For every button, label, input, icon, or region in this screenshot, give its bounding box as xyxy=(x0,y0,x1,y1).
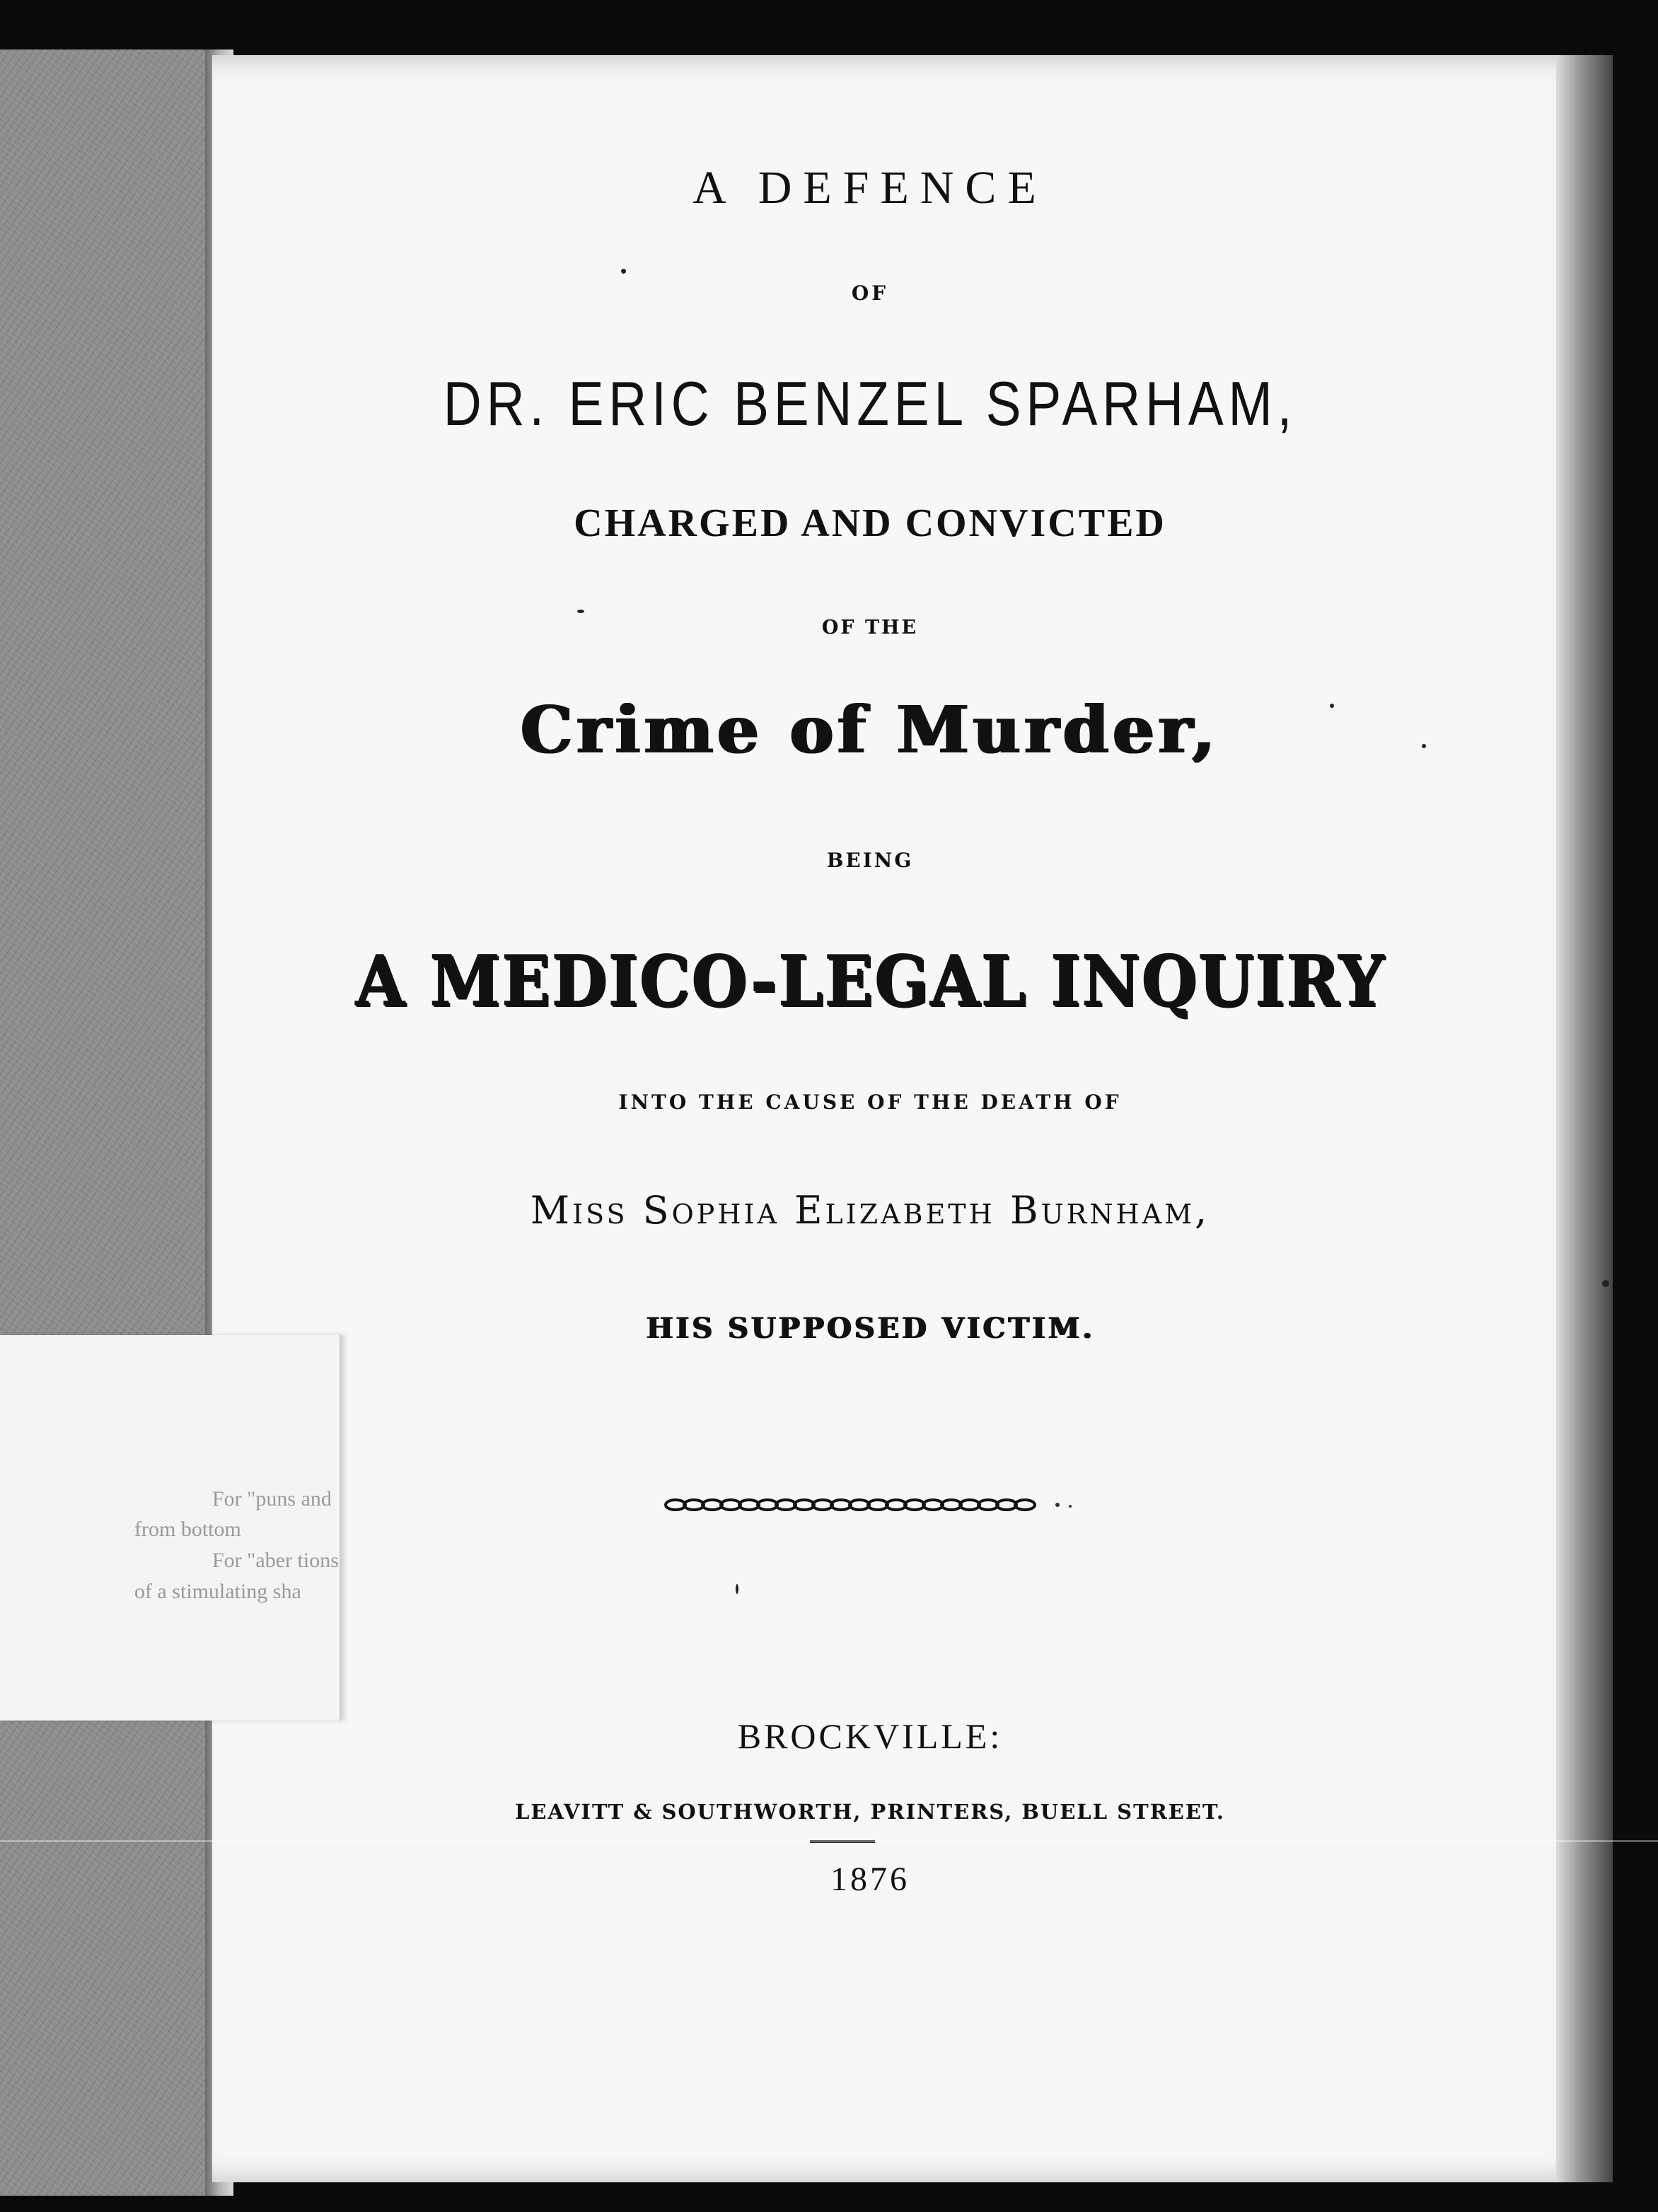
title-line-name: DR. ERIC BENZEL SPARHAM, xyxy=(443,368,1297,438)
title-line-into: INTO THE CAUSE OF THE DEATH OF xyxy=(618,1090,1122,1114)
slip-line: For "puns and xyxy=(212,1487,332,1510)
title-line-inquiry: A MEDICO-LEGAL INQUIRY xyxy=(354,941,1386,1022)
errata-slip xyxy=(0,1335,342,1721)
slip-line: from bottom xyxy=(134,1518,241,1541)
chain-ornament xyxy=(661,1491,1086,1519)
slip-line: For "aber tions xyxy=(212,1549,339,1572)
scan-artifact-line xyxy=(0,1840,1658,1842)
ink-speck xyxy=(577,610,584,613)
page-right-edge xyxy=(1556,55,1613,2182)
ink-speck xyxy=(1422,744,1426,748)
title-line-charged: CHARGED AND CONVICTED xyxy=(574,501,1166,545)
imprint-year: 1876 xyxy=(830,1861,910,1898)
title-line-of: OF xyxy=(851,281,889,305)
imprint-city: BROCKVILLE: xyxy=(737,1716,1003,1756)
title-line-crime: Crime of Murder, xyxy=(521,692,1219,768)
ink-speck xyxy=(736,1584,738,1594)
slip-line: of a stimulating sha xyxy=(134,1580,301,1603)
title-line-of-the: OF THE xyxy=(821,617,919,639)
title-line-victim-name: Miss Sophia Elizabeth Burnham, xyxy=(530,1188,1210,1233)
book-cover-board xyxy=(0,50,233,2196)
ink-speck xyxy=(621,269,626,274)
ink-speck xyxy=(1330,704,1334,708)
title-line-defence: A DEFENCE xyxy=(692,162,1048,214)
title-line-being: BEING xyxy=(826,849,914,872)
ink-speck xyxy=(1602,1280,1609,1287)
title-line-supposed-victim: HIS SUPPOSED VICTIM. xyxy=(645,1312,1095,1345)
imprint-printers: LEAVITT & SOUTHWORTH, PRINTERS, BUELL STREET. xyxy=(515,1800,1225,1824)
